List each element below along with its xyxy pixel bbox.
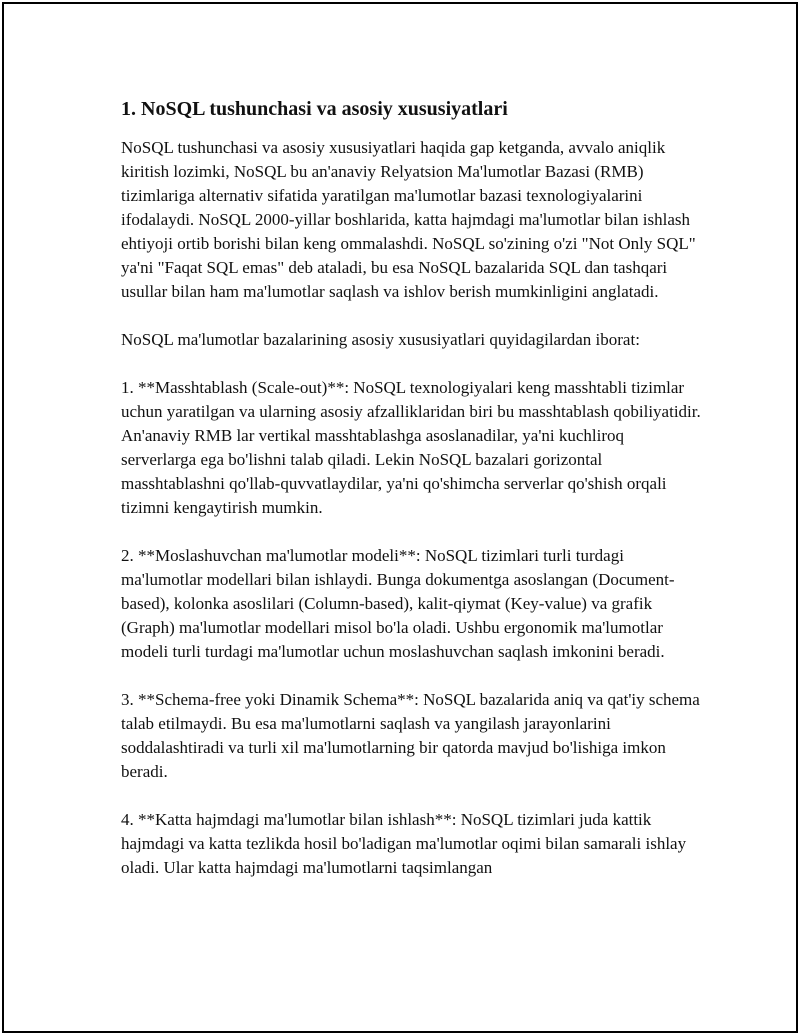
- feature-schema-free-paragraph: 3. **Schema-free yoki Dinamik Schema**: NoSQL bazalarida aniq va qat'iy schema talab etilmaydi. Bu esa ma'lumotlarni saqlash va yangilash jarayonlarini soddalashtiradi va turli xil ma'lumotlarning bir qatorda mavjud bo'lishiga imkon beradi.: [121, 690, 700, 781]
- features-intro-paragraph: NoSQL ma'lumotlar bazalarining asosiy xususiyatlari quyidagilardan iborat:: [121, 330, 640, 349]
- feature-scale-out-paragraph: 1. **Masshtablash (Scale-out)**: NoSQL texnologiyalari keng masshtabli tizimlar uchun yaratilgan va ularning asosiy afzalliklaridan biri bu masshtablash qobiliyatidir. An'anaviy RMB lar vertikal masshtablashga asoslanadilar, ya'ni kuchliroq serverlarga ega bo'lishni talab qiladi. Lekin NoSQL bazalari gorizontal masshtablashni qo'llab-quvvatlaydilar, ya'ni qo'shimcha serverlar qo'shish orqali tizimni kengaytirish mumkin.: [121, 378, 701, 517]
- feature-big-data-paragraph: 4. **Katta hajmdagi ma'lumotlar bilan ishlash**: NoSQL tizimlari juda kattik hajmdagi va katta tezlikda hosil bo'ladigan ma'lumotlar oqimi bilan samarali ishlay oladi. Ular katta hajmdagi ma'lumotlarni taqsimlangan: [121, 810, 687, 877]
- page-frame: [2, 2, 798, 1033]
- section-heading: 1. NoSQL tushunchasi va asosiy xususiyatlari: [121, 98, 508, 120]
- document-body: [121, 96, 701, 904]
- feature-flexible-model-paragraph: 2. **Moslashuvchan ma'lumotlar modeli**: NoSQL tizimlari turli turdagi ma'lumotlar modellari bilan ishlaydi. Bunga dokumentga asoslangan (Document-based), kolonka asoslilari (Column-based), kalit-qiymat (Key-value) va grafik (Graph) ma'lumotlar modellari misol bo'la oladi. Ushbu ergonomik ma'lumotlar modeli turli turdagi ma'lumotlar uchun moslashuvchan saqlash imkonini beradi.: [121, 546, 675, 661]
- intro-paragraph: NoSQL tushunchasi va asosiy xususiyatlari haqida gap ketganda, avvalo aniqlik kiritish lozimki, NoSQL bu an'anaviy Relyatsion Ma'lumotlar Bazasi (RMB) tizimlariga alternativ sifatida yaratilgan ma'lumotlar bazasi texnologiyalarini ifodalaydi. NoSQL 2000-yillar boshlarida, katta hajmdagi ma'lumotlar bilan ishlash ehtiyoji ortib borishi bilan keng ommalashdi. NoSQL so'zining o'zi "Not Only SQL" ya'ni "Faqat SQL emas" deb ataladi, bu esa NoSQL bazalarida SQL dan tashqari usullar bilan ham ma'lumotlar saqlash va ishlov berish mumkinligini anglatadi.: [121, 138, 696, 301]
